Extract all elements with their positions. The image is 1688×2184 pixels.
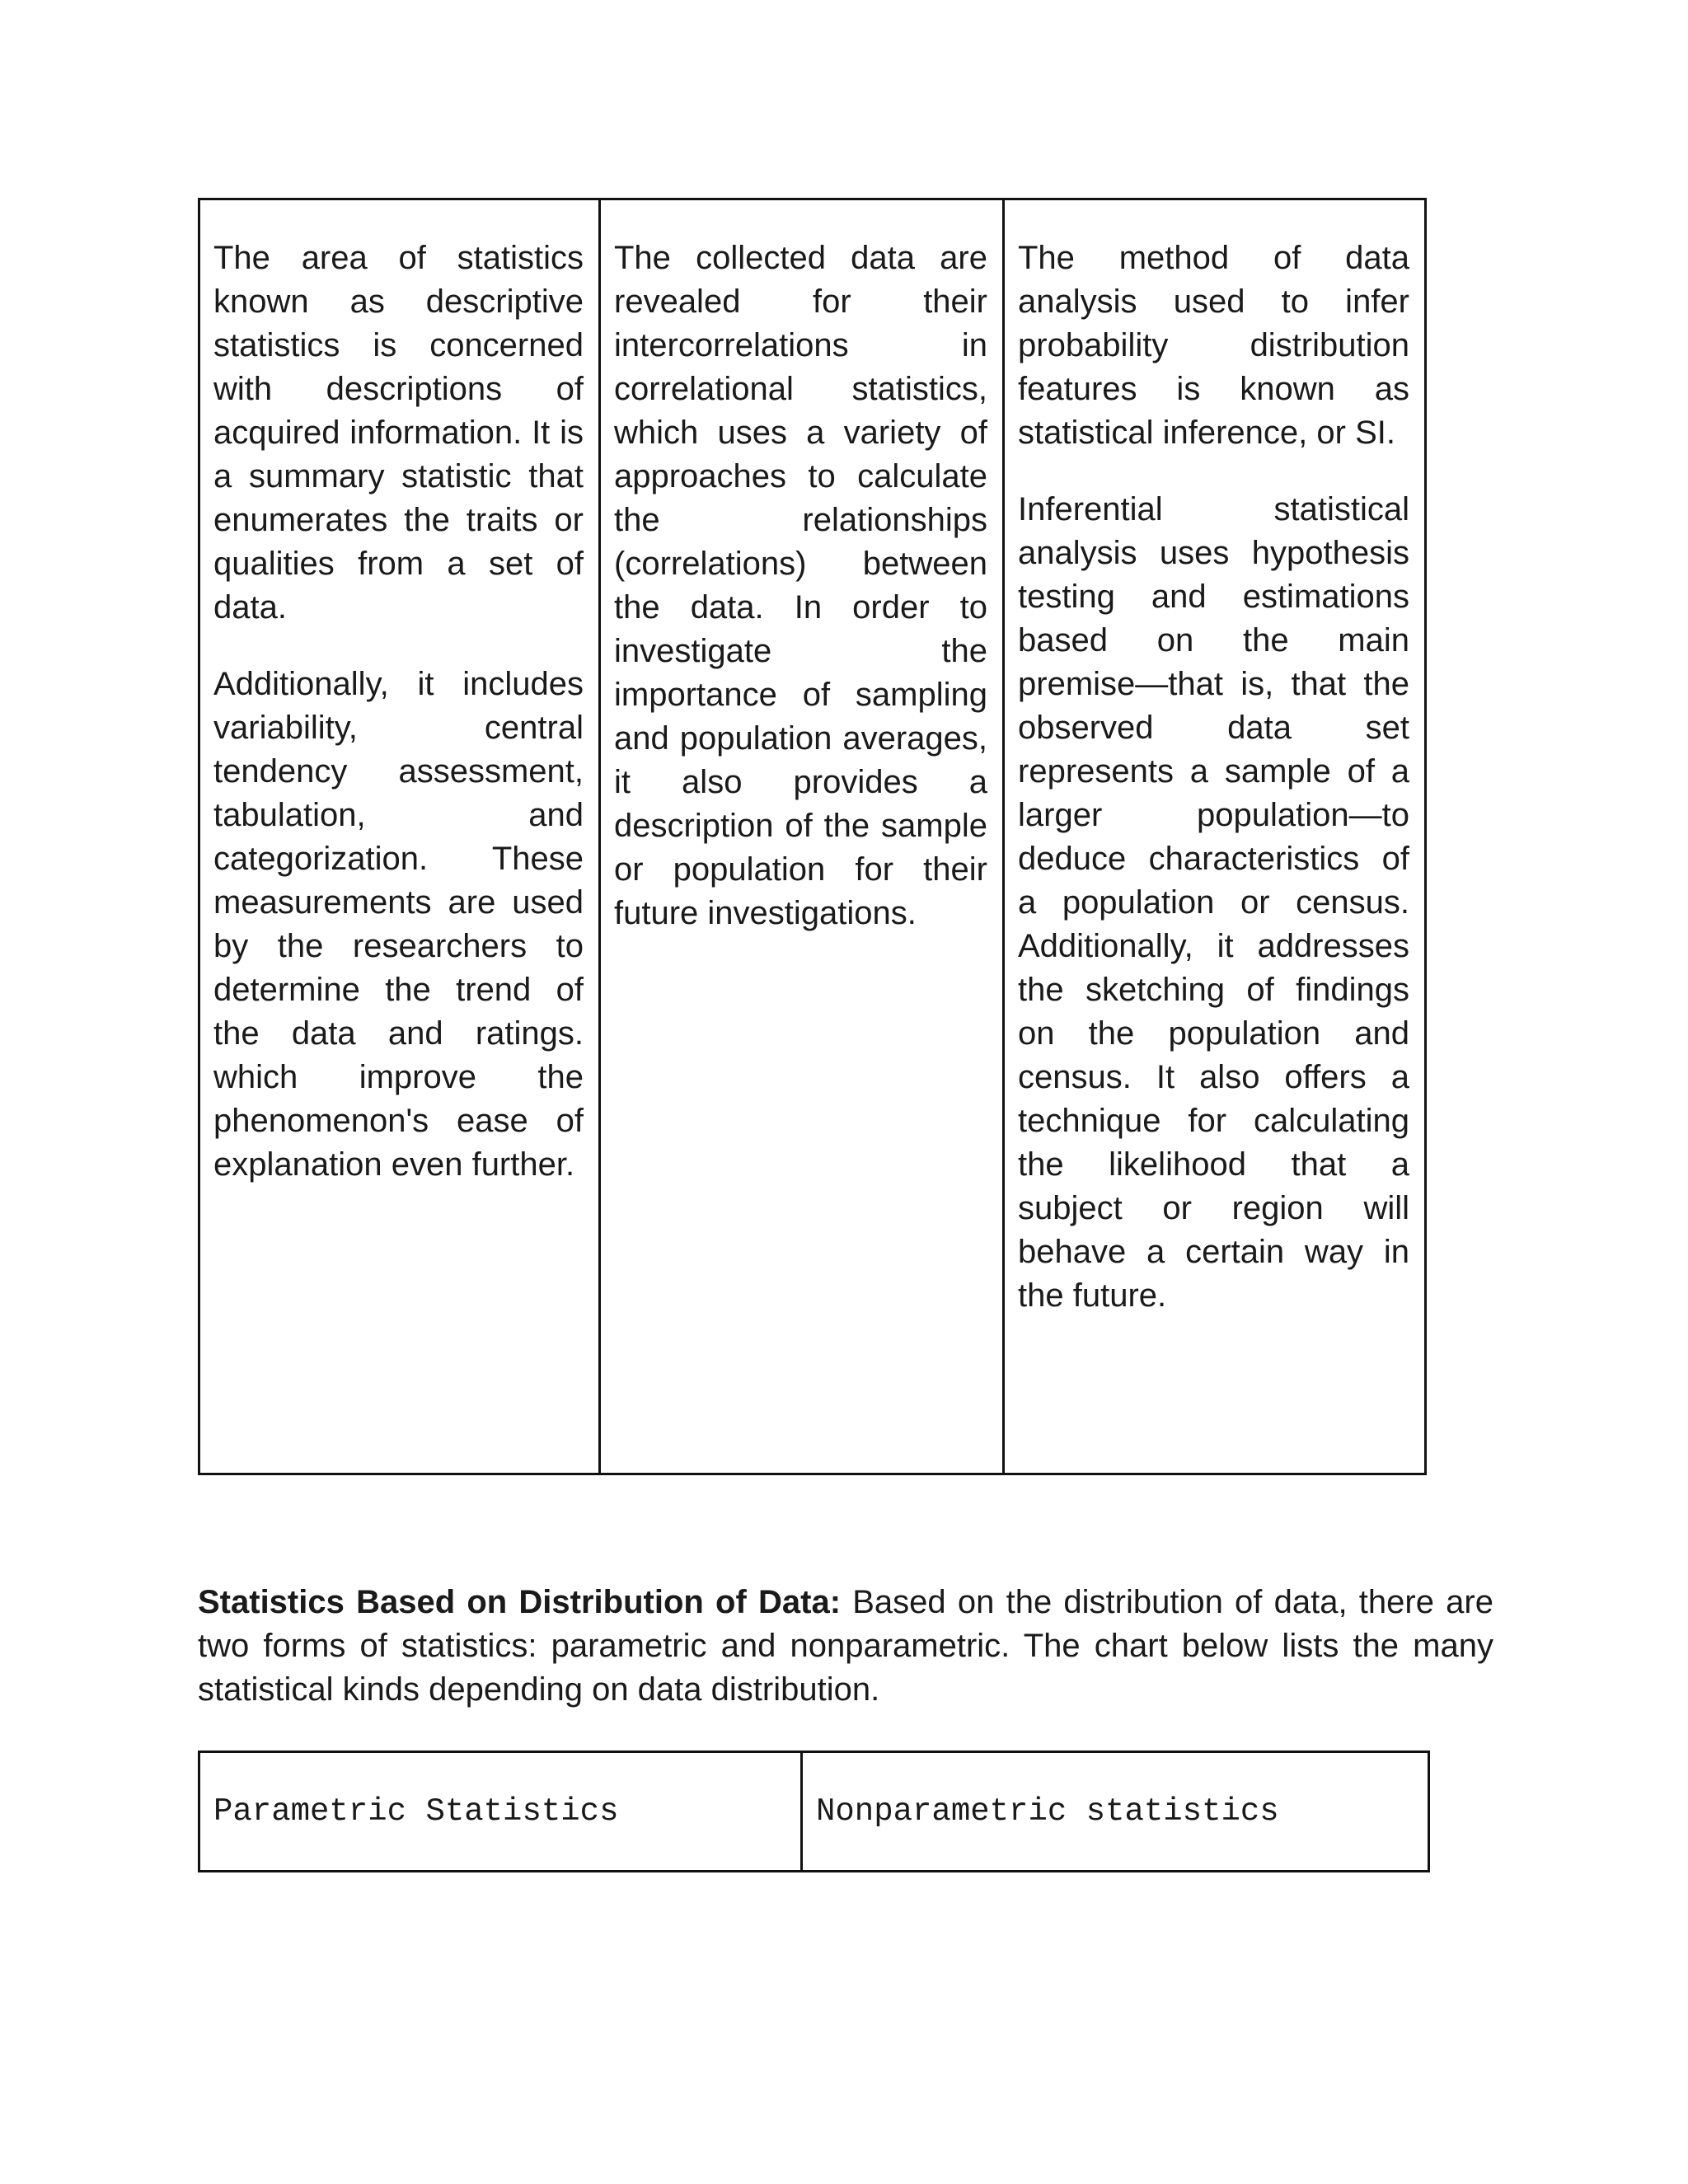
inferential-statistics-cell xyxy=(1004,199,1426,1474)
correlational-paragraph-1: The collected data are revealed for their intercorrelations in correlational statistics, which uses a variety of approaches to calculate the relationships (correlations) between the data. In order to investigate the importance of sampling and population averages, it also provides a description of the sample or population for their future investigations. xyxy=(614,240,987,931)
statistics-types-table xyxy=(198,198,1427,1475)
table-row xyxy=(199,199,1426,1474)
descriptive-statistics-cell xyxy=(199,199,600,1474)
parametric-statistics-cell: Parametric Statistics xyxy=(199,1752,802,1872)
table-row xyxy=(199,1752,1429,1872)
nonparametric-statistics-cell: Nonparametric statistics xyxy=(802,1752,1429,1872)
distribution-paragraph xyxy=(198,1581,1493,1712)
descriptive-paragraph-2: Additionally, it includes variability, central tendency assessment, tabulation, and categorization. These measurements are used by the researchers to determine the trend of the data and ratings. which improve the phenomenon's ease of explanation even further. xyxy=(213,666,584,1183)
distribution-table xyxy=(198,1750,1430,1872)
distribution-body: Based on the distribution of data, there are two forms of statistics: parametric and nonparametric. The chart below lists the many statistical kinds depending on data distribution. xyxy=(198,1584,1493,1708)
distribution-heading: Statistics Based on Distribution of Data: xyxy=(198,1584,842,1620)
inferential-paragraph-2: Inferential statistical analysis uses hypothesis testing and estimations based on the main premise—that is, that the observed data set represents a sample of a larger population—to deduce characteristics of a population or census. Additionally, it addresses the sketching of findings on the population and census. It also offers a technique for calculating the likelihood that a subject or region will behave a certain way in the future. xyxy=(1018,491,1409,1314)
descriptive-paragraph-1: The area of statistics known as descriptive statistics is concerned with descriptions of acquired information. It is a summary statistic that enumerates the traits or qualities from a set of data. xyxy=(213,240,584,626)
correlational-statistics-cell xyxy=(600,199,1004,1474)
inferential-paragraph-1: The method of data analysis used to infer probability distribution features is known as statistical inference, or SI. xyxy=(1018,240,1409,451)
